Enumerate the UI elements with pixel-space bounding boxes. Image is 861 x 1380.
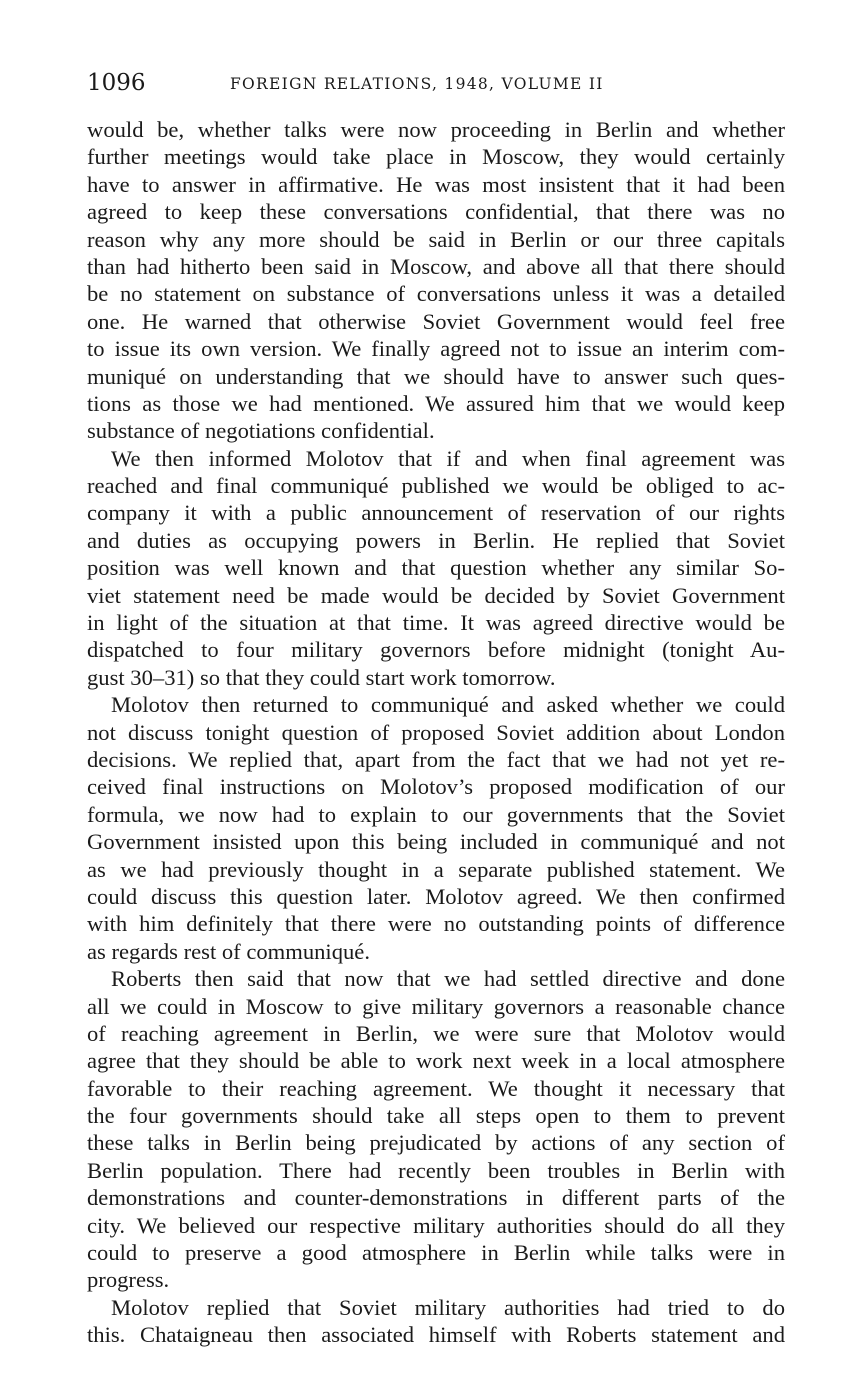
text-line: city. We believed our respective military authorities should do all they xyxy=(87,1212,785,1238)
text-line: company it with a public announcement of reservation of our rights xyxy=(87,500,785,526)
text-line: this. Chataigneau then associated himself with Roberts statement and xyxy=(87,1322,785,1348)
text-line: agree that they should be able to work next week in a local atmosphere xyxy=(87,1048,785,1074)
text-line: substance of negotiations confidential. xyxy=(87,418,435,444)
text-line: We then informed Molotov that if and when final agreement was xyxy=(111,445,785,471)
text-line: in light of the situation at that time. It was agreed directive would be xyxy=(87,610,785,636)
paragraph xyxy=(87,965,785,1294)
text-line: decisions. We replied that, apart from the fact that we had not yet re- xyxy=(87,746,785,772)
text-line: Molotov replied that Soviet military authorities had tried to do xyxy=(111,1294,785,1320)
text-line: the four governments should take all steps open to them to prevent xyxy=(87,1103,785,1129)
text-line: and duties as occupying powers in Berlin. He replied that Soviet xyxy=(87,527,785,553)
text-line: Government insisted upon this being included in communiqué and not xyxy=(87,829,785,855)
text-line: ceived final instructions on Molotov’s proposed modification of our xyxy=(87,774,785,800)
text-line: Roberts then said that now that we had settled directive and done xyxy=(111,966,785,992)
text-line: Molotov then returned to communiqué and asked whether we could xyxy=(111,692,785,718)
paragraph xyxy=(87,116,785,445)
text-line: agreed to keep these conversations confidential, that there was no xyxy=(87,199,785,225)
text-line: all we could in Moscow to give military governors a reasonable chance xyxy=(87,993,785,1019)
text-line: be no statement on substance of conversations unless it was a detailed xyxy=(87,281,785,307)
text-line: position was well known and that question whether any similar So- xyxy=(87,555,785,581)
text-line: further meetings would take place in Moscow, they would certainly xyxy=(87,144,785,170)
text-line: these talks in Berlin being prejudicated by actions of any section of xyxy=(87,1130,785,1156)
page-number: 1096 xyxy=(87,70,146,96)
text-line: have to answer in affirmative. He was most insistent that it had been xyxy=(87,171,785,197)
text-line: viet statement need be made would be decided by Soviet Government xyxy=(87,582,785,608)
text-line: reached and final communiqué published we would be obliged to ac- xyxy=(87,473,785,499)
text-line: progress. xyxy=(87,1267,170,1293)
text-line: muniqué on understanding that we should have to answer such ques- xyxy=(87,363,785,389)
text-line: to issue its own version. We finally agreed not to issue an interim com- xyxy=(87,336,785,362)
text-line: dispatched to four military governors before midnight (tonight Au- xyxy=(87,637,785,663)
text-line: of reaching agreement in Berlin, we were sure that Molotov would xyxy=(87,1020,785,1046)
text-line: one. He warned that otherwise Soviet Government would feel free xyxy=(87,308,785,334)
paragraph xyxy=(87,691,785,965)
text-line: than had hitherto been said in Moscow, and above all that there should xyxy=(87,253,785,279)
text-line: favorable to their reaching agreement. We thought it necessary that xyxy=(87,1075,785,1101)
text-line: not discuss tonight question of proposed Soviet addition about London xyxy=(87,719,785,745)
text-line: formula, we now had to explain to our governments that the Soviet xyxy=(87,801,785,827)
text-line: Berlin population. There had recently been troubles in Berlin with xyxy=(87,1157,785,1183)
running-header xyxy=(87,70,787,100)
text-line: would be, whether talks were now proceeding in Berlin and whether xyxy=(87,117,785,142)
text-line: with him definitely that there were no outstanding points of difference xyxy=(87,911,785,937)
paragraph xyxy=(87,445,785,692)
text-line: could to preserve a good atmosphere in Berlin while talks were in xyxy=(87,1240,785,1266)
text-line: demonstrations and counter-demonstrations in different parts of the xyxy=(87,1185,785,1211)
text-line: tions as those we had mentioned. We assured him that we would keep xyxy=(87,390,785,416)
text-line: gust 30–31) so that they could start work tomorrow. xyxy=(87,664,556,690)
text-line: could discuss this question later. Molotov agreed. We then confirmed xyxy=(87,883,785,909)
running-title: FOREIGN RELATIONS, 1948, VOLUME II xyxy=(230,75,604,93)
text-line: as we had previously thought in a separate published statement. We xyxy=(87,856,785,882)
text-line: as regards rest of communiqué. xyxy=(87,938,370,964)
paragraph xyxy=(87,1294,785,1349)
document-body xyxy=(87,116,785,1349)
text-line: reason why any more should be said in Berlin or our three capitals xyxy=(87,226,785,252)
